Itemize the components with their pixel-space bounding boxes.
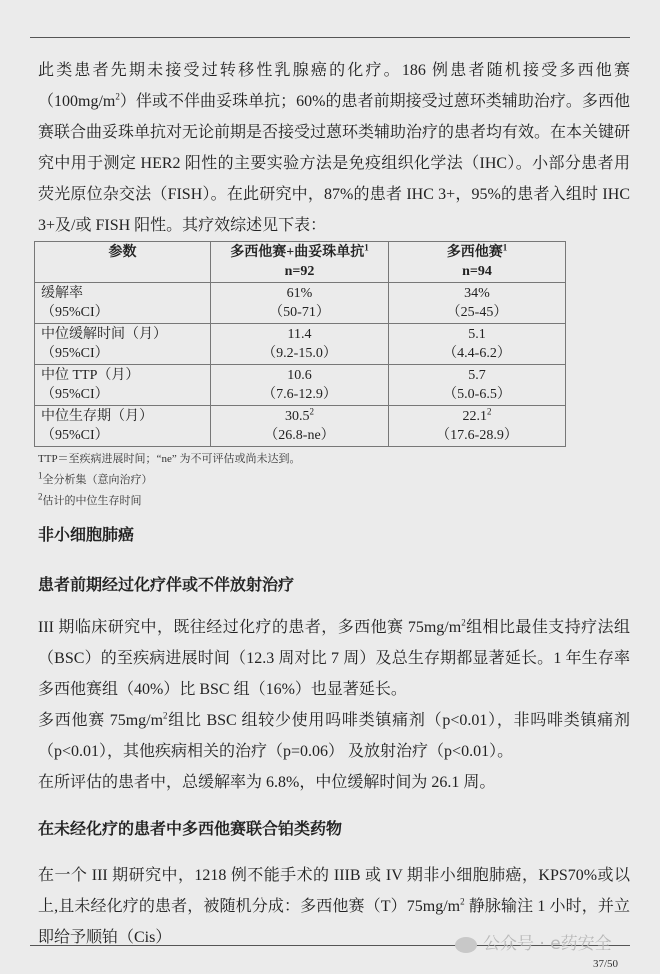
table-row: 中位生存期（月） （95%CI） 30.5$^2$ （26.8-ne） 22.1$^2$ （17.6-28.9）: [35, 406, 566, 447]
nsclc-untreated-paragraph: 在一个 III 期研究中，1218 例不能手术的 IIIB 或 IV 期非小细胞肺癌，KPS70%或以上,且未经化疗的患者，被随机分成：多西他赛$(T)75mg/m^2$ 静脉输注 1 小时，并立即给予顺铂（Cis）: [38, 867, 630, 946]
table-row: 中位 TTP（月） （95%CI） 10.6 （7.6-12.9） 5.7 （5.0-6.5）: [35, 365, 566, 406]
text: 伴或不伴曲妥珠单抗；60%的患者前期接受过蒽环类辅助治疗。多西他赛联合曲妥珠单抗对无论前期是否接受过蒽环类辅助治疗的患者均有效。在本关键研究中用于测定 HER2 阳性的主要实验方法是免疫组织化学法（IHC）。小部分患者用荧光原位杂交法（FISH）。在此研究中，87%的患者 IHC 3+，95%的患者入组时 IHC 3+及/或 FISH 阳性。其疗效综述见下表：: [38, 93, 631, 234]
top-rule: [30, 37, 630, 38]
text: ）: [119, 93, 136, 110]
paragraph: 在所评估的患者中，总缓解率为 6.8%，中位缓解时间为 26.1 周。: [38, 774, 496, 791]
table-row: 中位缓解时间（月） （95%CI） 11.4 （9.2-15.0） 5.1 （4.4-6.2）: [35, 324, 566, 365]
efficacy-table: [34, 241, 566, 447]
paragraph: III 期临床研究中，既往经过化疗的患者，多西他赛 $75mg/m^2$组相比最佳支持疗法组（BSC）的至疾病进展时间（12.3 周对比 7 周）及总生存期都显著延长。1 年生存率多西他赛组（40%）比 BSC 组（16%）也显著延长。: [38, 617, 630, 698]
header-mono: 多西他赛$^1$ n=94: [389, 242, 566, 283]
page-number: 37/50: [593, 958, 619, 970]
header-param: 参数: [35, 242, 211, 283]
intro-paragraph: [38, 55, 630, 241]
header-combo: 多西他赛+曲妥珠单抗$^1$ n=92: [211, 242, 389, 283]
table-note: TTP＝至疾病进展时间；“ne” 为不可评估或尚未达到。: [38, 453, 301, 465]
watermark: 公众号 · e药安全: [455, 934, 612, 955]
superscript: 2: [115, 91, 120, 102]
table-row: 缓解率 （95%CI） 61% （50-71） 34% （25-45）: [35, 283, 566, 324]
page-content: [38, 55, 630, 953]
text: 此类患者先期未接受过转移性乳腺癌的化疗。186 例患者随机接受多西他赛（100mg/m: [38, 62, 630, 110]
paragraph: 多西他赛 $75mg/m^2$组比 BSC 组较少使用吗啡类镇痛剂（p<0.01），非吗啡类镇痛剂（p<0.01），其他疾病相关的治疗（p=0.06） 及放射治疗（p<0.01）。: [38, 710, 630, 760]
subheading: 患者前期经过化疗伴或不伴放射治疗: [38, 577, 295, 594]
table-note: $^1$全分析集（意向治疗）: [38, 470, 153, 486]
table-note: $^2$估计的中位生存时间: [38, 491, 142, 507]
nsclc-pretreated-paragraph: [38, 612, 630, 798]
table-header-row: [35, 242, 566, 283]
subheading: 在未经化疗的患者中多西他赛联合铂类药物: [38, 821, 343, 838]
wechat-icon: [455, 937, 477, 953]
section-heading: 非小细胞肺癌: [38, 527, 135, 544]
